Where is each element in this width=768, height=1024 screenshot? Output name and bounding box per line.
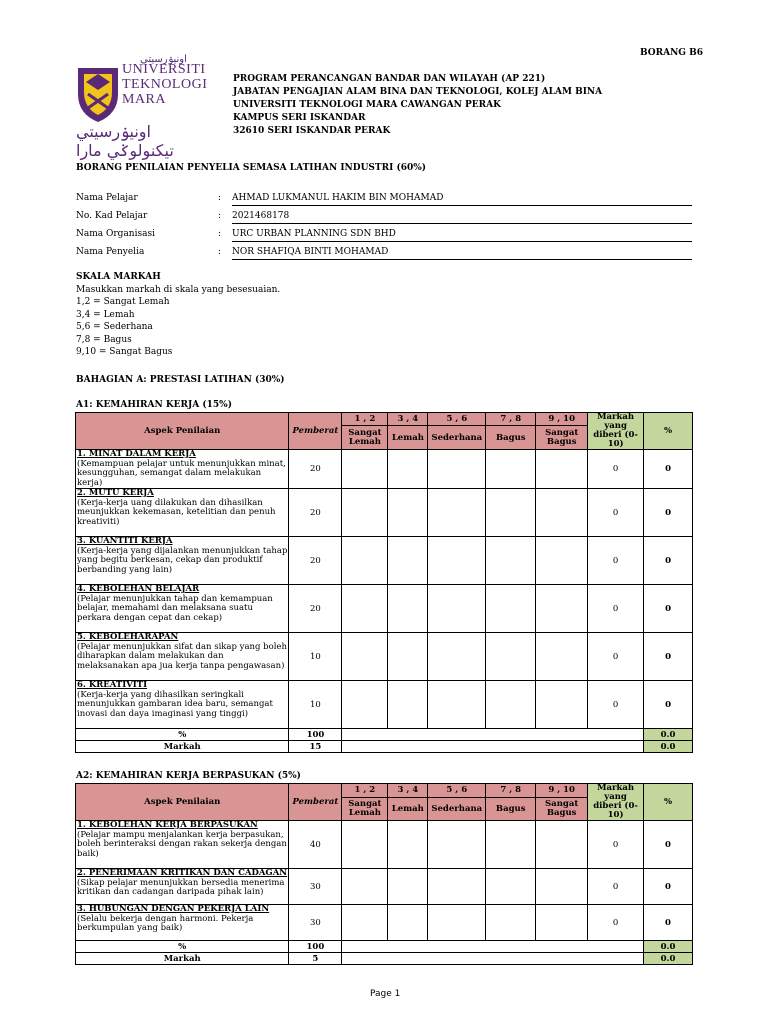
a2-table	[75, 783, 693, 965]
scale-cell[interactable]	[536, 821, 588, 869]
col-sangat-lemah: Sangat Lemah	[342, 797, 388, 820]
scale-cell[interactable]	[536, 869, 588, 905]
col-bagus: Bagus	[486, 426, 536, 450]
scale-cell[interactable]	[536, 537, 588, 585]
col-sederhana: Sederhana	[428, 426, 486, 450]
col-scale-78: 7 , 8	[486, 413, 536, 426]
scale-cell[interactable]	[342, 489, 388, 537]
col-sederhana: Sederhana	[428, 797, 486, 820]
logo-arabic-top: اونيۏرسيتي	[140, 54, 187, 65]
col-pemberat: Pemberat	[289, 784, 342, 821]
form-title: BORANG PENILAIAN PENYELIA SEMASA LATIHAN INDUSTRI (60%)	[76, 163, 427, 173]
col-scale-56: 5 , 6	[428, 784, 486, 798]
scale-cell[interactable]	[486, 681, 536, 729]
scale-cell[interactable]	[342, 585, 388, 633]
col-lemah: Lemah	[388, 426, 428, 450]
scale-cell[interactable]	[342, 633, 388, 681]
mark-cell[interactable]: 0	[588, 821, 644, 869]
mark-cell[interactable]: 0	[588, 537, 644, 585]
mark-cell[interactable]: 0	[588, 489, 644, 537]
scale-cell[interactable]	[388, 869, 428, 905]
col-scale-12: 1 , 2	[342, 784, 388, 798]
mark-cell[interactable]: 0	[588, 633, 644, 681]
col-scale-56: 5 , 6	[428, 413, 486, 426]
uitm-logo	[76, 54, 216, 160]
scale-cell[interactable]	[388, 489, 428, 537]
section-a-title: BAHAGIAN A: PRESTASI LATIHAN (30%)	[76, 375, 285, 385]
scale-cell[interactable]	[428, 537, 486, 585]
scale-cell[interactable]	[428, 905, 486, 941]
col-scale-34: 3 , 4	[388, 784, 428, 798]
table-row: 2. MUTU KERJA (Kerja-kerja uang dilakukan dan dihasilkan meunjukkan kekemasan, ketelitian dan penuh kreativiti) 20 0 0	[76, 489, 693, 537]
scale-cell[interactable]	[486, 537, 536, 585]
total-row: % 100 0.0	[76, 941, 693, 953]
a1-title: A1: KEMAHIRAN KERJA (15%)	[76, 400, 232, 410]
scale-cell[interactable]	[342, 905, 388, 941]
shield-icon	[76, 64, 120, 124]
table-row: 1. KEBOLEHAN KERJA BERPASUKAN (Pelajar mampu menjalankan kerja berpasukan, boleh berinteraksi dengan rakan sekerja dengan baik) 40 0 0	[76, 821, 693, 869]
scale-cell[interactable]	[342, 450, 388, 489]
scale-cell[interactable]	[428, 585, 486, 633]
col-scale-910: 9 , 10	[536, 413, 588, 426]
col-pemberat: Pemberat	[289, 413, 342, 450]
total-row: % 100 0.0	[76, 729, 693, 741]
table-row: 5. KEBOLEHARAPAN (Pelajar menunjukkan sifat dan sikap yang boleh diharapkan dalam melakukan dan melaksanakan apa jua kerja tanpa pengawasan) 10 0 0	[76, 633, 693, 681]
table-row: 3. KUANTITI KERJA (Kerja-kerja yang dijalankan menunjukkan tahap yang begitu berkesan, cekap dan produktif berbanding yang lain) 20 0 0	[76, 537, 693, 585]
form-code: BORANG B6	[640, 48, 703, 58]
scale-cell[interactable]	[428, 821, 486, 869]
scale-cell[interactable]	[486, 585, 536, 633]
col-scale-910: 9 , 10	[536, 784, 588, 798]
scale-cell[interactable]	[486, 821, 536, 869]
scale-cell[interactable]	[388, 633, 428, 681]
scale-cell[interactable]	[486, 489, 536, 537]
scale-cell[interactable]	[536, 489, 588, 537]
col-sangat-bagus: Sangat Bagus	[536, 426, 588, 450]
scale-cell[interactable]	[536, 585, 588, 633]
scale-cell[interactable]	[486, 633, 536, 681]
table-row: 6. KREATIVITI (Kerja-kerja yang dihasilkan seringkali menunjukkan gambaran idea baru, semangat inovasi dan daya imaginasi yang tinggi) 10 0 0	[76, 681, 693, 729]
col-scale-78: 7 , 8	[486, 784, 536, 798]
organisation-field[interactable]: URC URBAN PLANNING SDN BHD	[232, 229, 692, 242]
mark-cell[interactable]: 0	[588, 681, 644, 729]
scale-cell[interactable]	[342, 821, 388, 869]
col-pct: %	[644, 413, 693, 450]
scale-cell[interactable]	[342, 681, 388, 729]
scale-cell[interactable]	[428, 633, 486, 681]
table-row: 2. PENERIMAAN KRITIKAN DAN CADAGAN (Sikap pelajar menunjukkan bersedia menerima kritikan dan cadangan daripada pihak lain) 30 0 0	[76, 869, 693, 905]
info-row-student-name: Nama Pelajar : AHMAD LUKMANUL HAKIM BIN MOHAMAD	[76, 193, 696, 211]
mark-cell[interactable]: 0	[588, 585, 644, 633]
col-sangat-bagus: Sangat Bagus	[536, 797, 588, 820]
page-number: Page 1	[370, 989, 401, 999]
col-sangat-lemah: Sangat Lemah	[342, 426, 388, 450]
scale-cell[interactable]	[388, 681, 428, 729]
col-aspek: Aspek Penilaian	[76, 413, 289, 450]
logo-arabic-bottom: اونيۏرسيتي تيكنولوݢي مارا	[76, 122, 174, 160]
info-row-supervisor: Nama Penyelia : NOR SHAFIQA BINTI MOHAMAD	[76, 247, 696, 265]
institution-header: PROGRAM PERANCANGAN BANDAR DAN WILAYAH (AP 221) JABATAN PENGAJIAN ALAM BINA DAN TEKNOLOGI, KOLEJ ALAM BINA UNIVERSITI TEKNOLOGI MARA CAWANGAN PERAK KAMPUS SERI ISKANDAR 32610 SERI ISKANDAR PERAK	[233, 74, 603, 136]
col-markah: Markah yang diberi (0-10)	[588, 784, 644, 821]
scale-cell[interactable]	[342, 537, 388, 585]
mark-cell[interactable]: 0	[588, 450, 644, 489]
scale-cell[interactable]	[486, 869, 536, 905]
scale-cell[interactable]	[388, 905, 428, 941]
mark-scale: SKALA MARKAH Masukkan markah di skala yang besesuaian. 1,2 = Sangat Lemah 3,4 = Lemah 5,6 = Sederhana 7,8 = Bagus 9,10 = Sangat Bagus	[76, 272, 281, 357]
col-markah: Markah yang diberi (0-10)	[588, 413, 644, 450]
table-row: 1. MINAT DALAM KERJA (Kemampuan pelajar untuk menunjukkan minat, kesungguhan, semangat dalam melakukan kerja) 20 0 0	[76, 450, 693, 489]
info-row-organisation: Nama Organisasi : URC URBAN PLANNING SDN BHD	[76, 229, 696, 247]
scale-cell[interactable]	[388, 821, 428, 869]
student-name-field[interactable]: AHMAD LUKMANUL HAKIM BIN MOHAMAD	[232, 193, 692, 206]
scale-cell[interactable]	[388, 537, 428, 585]
a1-table	[75, 412, 693, 753]
scale-cell[interactable]	[388, 450, 428, 489]
scale-cell[interactable]	[536, 450, 588, 489]
markah-row: Markah 15 0.0	[76, 741, 693, 753]
col-lemah: Lemah	[388, 797, 428, 820]
col-scale-12: 1 , 2	[342, 413, 388, 426]
scale-cell[interactable]	[388, 585, 428, 633]
col-bagus: Bagus	[486, 797, 536, 820]
col-pct: %	[644, 784, 693, 821]
scale-cell[interactable]	[428, 869, 486, 905]
scale-cell[interactable]	[486, 450, 536, 489]
table-row: 4. KEBOLEHAN BELAJAR (Pelajar menunjukkan tahap dan kemampuan belajar, memahami dan melaksana suatu perkara dengan cepat dan cekap) 20 0 0	[76, 585, 693, 633]
info-row-student-id: No. Kad Pelajar : 2021468178	[76, 211, 696, 229]
scale-cell[interactable]	[428, 450, 486, 489]
markah-row: Markah 5 0.0	[76, 953, 693, 965]
scale-cell[interactable]	[428, 489, 486, 537]
a2-title: A2: KEMAHIRAN KERJA BERPASUKAN (5%)	[76, 771, 301, 781]
scale-cell[interactable]	[342, 869, 388, 905]
scale-cell[interactable]	[428, 681, 486, 729]
col-aspek: Aspek Penilaian	[76, 784, 289, 821]
table-row: 3. HUBUNGAN DENGAN PEKERJA LAIN (Selalu bekerja dengan harmoni. Pekerja berkumpulan yang baik) 30 0 0	[76, 905, 693, 941]
scale-cell[interactable]	[486, 905, 536, 941]
scale-cell[interactable]	[536, 905, 588, 941]
logo-text: UNIVERSITI TEKNOLOGI MARA	[122, 62, 208, 107]
scale-cell[interactable]	[536, 681, 588, 729]
scale-cell[interactable]	[536, 633, 588, 681]
mark-cell[interactable]: 0	[588, 869, 644, 905]
col-scale-34: 3 , 4	[388, 413, 428, 426]
supervisor-field[interactable]: NOR SHAFIQA BINTI MOHAMAD	[232, 247, 692, 260]
mark-cell[interactable]: 0	[588, 905, 644, 941]
student-id-field[interactable]: 2021468178	[232, 211, 692, 224]
